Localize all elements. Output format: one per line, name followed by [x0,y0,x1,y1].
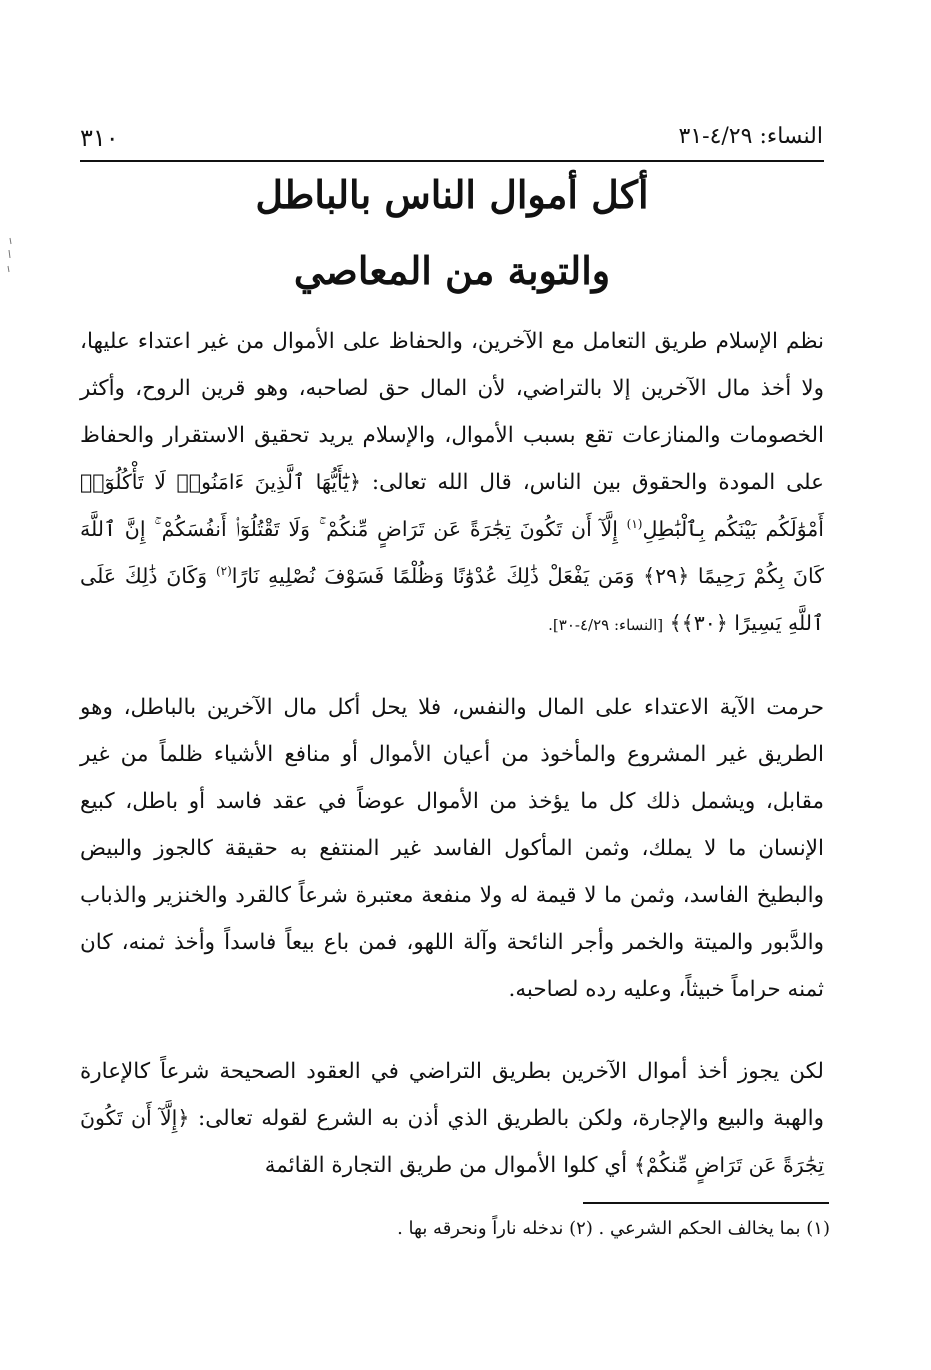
header-divider [80,160,824,162]
paragraph-permitted-text: لكن يجوز أخذ أموال الآخرين بطريق التراضي في العقود الصحيحة شرعاً كالإعارة والهبة والبيع والإجارة، ولكن بالطريق الذي أذن به الشرع لقوله تعالى: [80,1059,824,1131]
footnote-marker-1: (١) [626,516,643,531]
paragraph-intro-text: نظم الإسلام طريق التعامل مع الآخرين، والحفاظ على الأموال من غير اعتداء عليها، ولا أخذ مال الآخرين إلا بالتراضي، لأن المال حق لصاحبه، وهو قرين الروح، وأكثر الخصومات والمنازعات تقع بسبب الأموال، والإسلام يريد تحقيق الاستقرار والحفاظ على المودة والحقوق بين الناس، قال الله تعالى: [80,329,824,495]
margin-speck [6,236,14,276]
chapter-title-line2: والتوبة من المعاصي [293,248,611,293]
quran-verse-part1: ﴿يَٰٓأَيُّهَا ٱلَّذِينَ ءَامَنُوا۟ لَا تَأْكُلُوٓا۟ أَمْوَٰلَكُم بَيْنَكُم بِٱلْبَٰطِلِ [80,470,824,541]
chapter-title-line1: أكل أموال الناس بالباطل [255,172,649,217]
paragraph-explanation: حرمت الآية الاعتداء على المال والنفس، فلا يحل أكل مال الآخرين بالباطل، وهو الطريق غير المشروع والمأخوذ من أعيان الأموال أو منافع الأشياء ظلماً من غير مقابل، ويشمل ذلك كل ما يؤخذ من الأموال عوضاً في عقد فاسد أو باطل، كبيع الإنسان ما لا يملك، وثمن المأكول الفاسد غير المنتفع به حقيقة كالجوز والبيض والبطيخ الفاسد، وثمن ما لا قيمة له ولا منفعة معتبرة شرعاً كالقرد والخنزير والذباب والدَّبور والميتة والخمر وأجر النائحة وآلة اللهو، فمن باع بيعاً فاسداً وأخذ ثمنه، كان ثمنه حراماً خبيثاً، وعليه رده لصاحبه. [80,695,824,1002]
quran-verse-inline: ﴿إِلَّآ أَن تَكُونَ تِجَٰرَةً عَن تَرَاضٍ مِّنكُمْ﴾ [80,1106,824,1177]
paragraph-intro [80,318,824,649]
footnotes: (١) بما يخالف الحكم الشرعي . (٢) ندخله ناراً ونحرقه بها . [397,1218,830,1239]
quran-verse-part2: إِلَّآ أَن تَكُونَ تِجَٰرَةً عَن تَرَاضٍ مِّنكُمْ ۚ وَلَا تَقْتُلُوٓا۟ أَنفُسَكُمْ ۚ إِنَّ ٱللَّهَ كَانَ بِكُمْ رَحِيمًا ﴿٢٩﴾ وَمَن يَفْعَلْ ذَٰلِكَ عُدْوَٰنًا وَظُلْمًا فَسَوْفَ نُصْلِيهِ نَارًا [80,517,824,588]
page-number: ٣١٠ [80,124,119,152]
footnote-marker-2: (٢) [215,563,232,578]
paragraph-permitted [80,1048,824,1189]
page-header [80,118,823,158]
surah-reference: النساء: ٤/٢٩-٣١ [678,124,823,149]
verse-reference: [النساء: ٤/٢٩-٣٠]. [548,616,664,634]
footnote-divider [583,1202,829,1204]
paragraph-permitted-continuation: أي كلوا الأموال من طريق التجارة القائمة [264,1153,634,1178]
quran-verse-part3: وَكَانَ ذَٰلِكَ عَلَى ٱللَّهِ يَسِيرًا ﴿٣٠﴾﴾ [80,564,824,635]
